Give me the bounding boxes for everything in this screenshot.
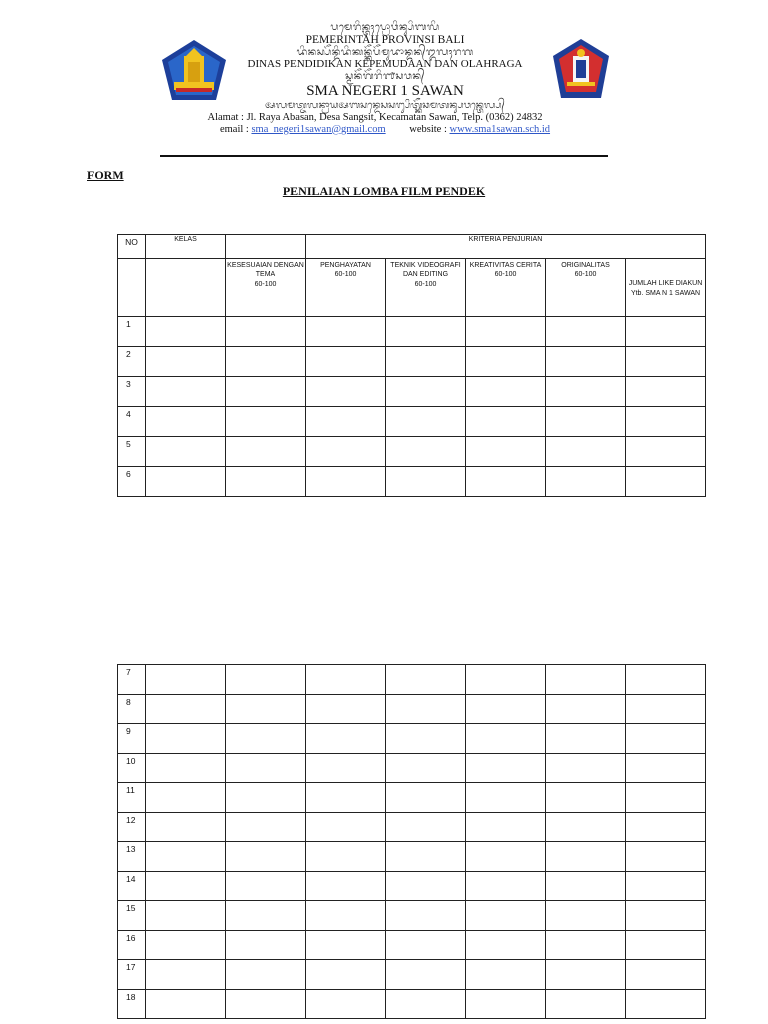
score-cell[interactable] [306, 437, 386, 467]
criteria-cell [386, 259, 466, 317]
table-row [118, 437, 706, 467]
score-cell[interactable] [146, 753, 226, 783]
score-cell[interactable] [626, 783, 706, 813]
score-cell[interactable] [386, 377, 466, 407]
score-cell[interactable] [386, 783, 466, 813]
table-row [118, 317, 706, 347]
criteria-cell [226, 259, 306, 317]
score-cell[interactable] [306, 871, 386, 901]
criteria-cell [466, 259, 546, 317]
score-cell[interactable] [626, 842, 706, 872]
score-cell[interactable] [466, 812, 546, 842]
no-header: NO [118, 235, 146, 259]
score-cell[interactable] [226, 467, 306, 497]
row-number: 5 [118, 437, 146, 467]
row-number: 17 [118, 960, 146, 990]
score-cell[interactable] [226, 783, 306, 813]
score-cell[interactable] [146, 783, 226, 813]
score-cell[interactable] [546, 724, 626, 754]
table-row [118, 694, 706, 724]
school-name: SMA NEGERI 1 SAWAN [306, 83, 464, 100]
score-cell[interactable] [546, 753, 626, 783]
score-cell[interactable] [466, 842, 546, 872]
score-cell[interactable] [626, 724, 706, 754]
table-row [118, 989, 706, 1019]
score-cell[interactable] [226, 960, 306, 990]
score-cell[interactable] [226, 665, 306, 695]
row-number: 1 [118, 317, 146, 347]
score-cell[interactable] [386, 724, 466, 754]
website-label: website : [409, 123, 447, 135]
score-cell[interactable] [466, 783, 546, 813]
table-row [118, 753, 706, 783]
score-cell[interactable] [226, 901, 306, 931]
row-number: 8 [118, 694, 146, 724]
score-cell[interactable] [546, 377, 626, 407]
score-cell[interactable] [306, 901, 386, 931]
email-label: email : [219, 123, 249, 135]
row-number: 4 [118, 407, 146, 437]
table-row [118, 467, 706, 497]
score-cell[interactable] [546, 783, 626, 813]
score-cell[interactable] [626, 347, 706, 377]
table-row [118, 724, 706, 754]
score-cell[interactable] [306, 694, 386, 724]
score-cell[interactable] [626, 407, 706, 437]
score-table-page-2 [117, 664, 706, 1019]
score-cell[interactable] [546, 901, 626, 931]
letterhead [0, 0, 768, 160]
row-number: 15 [118, 901, 146, 931]
score-cell[interactable] [306, 407, 386, 437]
criteria-range: 60-100 [334, 271, 357, 279]
score-cell[interactable] [626, 437, 706, 467]
province-name: PEMERINTAH PROVINSI BALI [305, 33, 465, 46]
table-row [118, 783, 706, 813]
score-cell[interactable] [546, 437, 626, 467]
score-rows-page-1 [118, 317, 706, 497]
score-cell[interactable] [146, 694, 226, 724]
score-cell[interactable] [226, 377, 306, 407]
table-row [118, 812, 706, 842]
row-number: 14 [118, 871, 146, 901]
score-cell[interactable] [386, 694, 466, 724]
score-cell[interactable] [226, 842, 306, 872]
score-cell[interactable] [146, 724, 226, 754]
score-cell[interactable] [306, 467, 386, 497]
score-cell[interactable] [546, 347, 626, 377]
score-cell[interactable] [306, 989, 386, 1019]
score-cell[interactable] [146, 901, 226, 931]
score-cell[interactable] [146, 377, 226, 407]
score-cell[interactable] [306, 812, 386, 842]
table-row [118, 407, 706, 437]
kelas-header: KELAS [146, 235, 226, 259]
score-cell[interactable] [626, 930, 706, 960]
criteria-name: PENGHAYATAN [320, 262, 371, 269]
score-cell[interactable] [466, 377, 546, 407]
score-cell[interactable] [146, 407, 226, 437]
balinese-department: ᬤᬶᬦᬲ᭄ᬧᭂᬦ᭄ᬤᬶᬤᬶᬓᬦ᭄ᬓᭂᬧᭂᬫᬸᬤᬵᬦ᭄ᬤᬦ᭄ᬑᬮᬄᬭᬕ [296, 46, 474, 58]
score-cell[interactable] [386, 665, 466, 695]
score-cell[interactable] [466, 437, 546, 467]
score-cell[interactable] [226, 812, 306, 842]
score-cell[interactable] [466, 347, 546, 377]
score-cell[interactable] [466, 317, 546, 347]
header-cell-empty [146, 259, 226, 317]
school-address: Alamat : Jl. Raya Abasan, Desa Sangsit, Kecamatan Sawan, Telp. (0362) 24832 [207, 111, 543, 123]
score-cell[interactable] [226, 930, 306, 960]
criteria-name: ORIGINALITAS [561, 262, 610, 269]
row-number: 16 [118, 930, 146, 960]
score-cell[interactable] [626, 317, 706, 347]
score-rows-page-2 [118, 665, 706, 1019]
score-cell[interactable] [466, 753, 546, 783]
score-cell[interactable] [546, 467, 626, 497]
balinese-address: ᬅᬮᬫᬢ᭄ᬚᬮᬦ᭄ᬭᬵᬬᬅᬩᬲᬦ᭄ᬤᬾᬲᬲᬗ᭄ᬲᬶᬢ᭄ᬓᭂᬘᬫᬢᬦ᭄ᬲᬯᬦ᭄ᬢᬾᬮ᭄ᬧ᭄ [265, 99, 505, 111]
header-cell-empty [118, 259, 146, 317]
row-number: 18 [118, 989, 146, 1019]
contact-line [170, 124, 600, 136]
score-cell[interactable] [226, 724, 306, 754]
document-title: PENILAIAN LOMBA FILM PENDEK [282, 184, 486, 198]
criteria-name: KESESUAIAN DENGAN TEMA [227, 262, 304, 279]
score-cell[interactable] [466, 871, 546, 901]
score-cell[interactable] [626, 467, 706, 497]
letterhead-text [170, 22, 600, 136]
score-cell[interactable] [546, 317, 626, 347]
score-cell[interactable] [306, 753, 386, 783]
score-cell[interactable] [146, 842, 226, 872]
score-cell[interactable] [146, 665, 226, 695]
criteria-range: 60-100 [254, 280, 277, 288]
criteria-range: 60-100 [574, 271, 597, 279]
score-table-page-1 [117, 234, 706, 497]
score-cell[interactable] [306, 783, 386, 813]
score-cell[interactable] [146, 989, 226, 1019]
score-cell[interactable] [226, 347, 306, 377]
score-cell[interactable] [146, 467, 226, 497]
score-cell[interactable] [386, 437, 466, 467]
score-cell[interactable] [226, 871, 306, 901]
score-cell[interactable] [466, 901, 546, 931]
header-row-top [118, 235, 706, 259]
row-number: 2 [118, 347, 146, 377]
criteria-cell [546, 259, 626, 317]
row-number: 10 [118, 753, 146, 783]
score-cell[interactable] [546, 989, 626, 1019]
score-cell[interactable] [466, 665, 546, 695]
score-cell[interactable] [466, 989, 546, 1019]
score-cell[interactable] [386, 960, 466, 990]
score-cell[interactable] [386, 467, 466, 497]
criteria-cell [626, 259, 706, 317]
form-label: FORM [87, 168, 124, 182]
table-row [118, 842, 706, 872]
score-cell[interactable] [466, 724, 546, 754]
score-cell[interactable] [626, 871, 706, 901]
table-row [118, 377, 706, 407]
row-number: 3 [118, 377, 146, 407]
table-row [118, 347, 706, 377]
website-link[interactable]: www.sma1sawan.sch.id [449, 123, 551, 135]
score-cell[interactable] [466, 467, 546, 497]
score-cell[interactable] [466, 407, 546, 437]
score-cell[interactable] [306, 377, 386, 407]
score-cell[interactable] [626, 901, 706, 931]
score-cell[interactable] [226, 437, 306, 467]
score-cell[interactable] [626, 812, 706, 842]
criteria-range: 60-100 [494, 271, 517, 279]
score-cell[interactable] [306, 930, 386, 960]
score-cell[interactable] [546, 812, 626, 842]
score-cell[interactable] [386, 930, 466, 960]
table-row [118, 960, 706, 990]
score-cell[interactable] [146, 960, 226, 990]
row-number: 6 [118, 467, 146, 497]
balinese-school: ᬲ᭄ᬫᬦᭂᬕᭂᬭᬶ᭑ᬲᬯᬦ᭄ [345, 70, 425, 82]
score-cell[interactable] [386, 871, 466, 901]
score-cell[interactable] [386, 347, 466, 377]
score-cell[interactable] [626, 960, 706, 990]
score-cell[interactable] [546, 930, 626, 960]
letterhead-rule [160, 155, 608, 157]
row-number: 12 [118, 812, 146, 842]
score-cell[interactable] [626, 665, 706, 695]
score-cell[interactable] [466, 960, 546, 990]
row-number: 13 [118, 842, 146, 872]
score-cell[interactable] [226, 989, 306, 1019]
score-cell[interactable] [306, 724, 386, 754]
criteria-name: KREATIVITAS CERITA [469, 262, 542, 269]
score-cell[interactable] [146, 437, 226, 467]
criteria-cell [306, 259, 386, 317]
score-cell[interactable] [546, 665, 626, 695]
score-cell[interactable] [626, 694, 706, 724]
score-cell[interactable] [146, 812, 226, 842]
criteria-header: KRITERIA PENJURIAN [306, 235, 706, 259]
score-cell[interactable] [226, 317, 306, 347]
criteria-name: JUMLAH LIKE DIAKUN Ytb. SMA N 1 SAWAN [628, 280, 703, 297]
score-cell[interactable] [146, 930, 226, 960]
header-cell-empty [226, 235, 306, 259]
score-cell[interactable] [146, 317, 226, 347]
table-row [118, 901, 706, 931]
score-cell[interactable] [226, 753, 306, 783]
score-cell[interactable] [306, 665, 386, 695]
score-cell[interactable] [146, 347, 226, 377]
email-link[interactable]: sma_negeri1sawan@gmail.com [251, 123, 386, 135]
score-cell[interactable] [626, 989, 706, 1019]
score-cell[interactable] [386, 901, 466, 931]
score-cell[interactable] [306, 347, 386, 377]
score-cell[interactable] [226, 694, 306, 724]
score-cell[interactable] [466, 930, 546, 960]
criteria-name: TEKNIK VIDEOGRAFI DAN EDITING [390, 262, 461, 279]
header-row-criteria [118, 259, 706, 317]
score-cell[interactable] [546, 694, 626, 724]
table-row [118, 930, 706, 960]
score-cell[interactable] [386, 753, 466, 783]
row-number: 11 [118, 783, 146, 813]
score-cell[interactable] [626, 377, 706, 407]
table-row [118, 871, 706, 901]
score-cell[interactable] [306, 317, 386, 347]
balinese-province: ᬧᬫᬾᬭᬶᬦ᭄ᬢᬄᬧ᭄ᬭᭀᬯᬶᬦ᭄ᬲᬶᬩᬮᬶ [330, 22, 440, 33]
score-cell[interactable] [546, 407, 626, 437]
table-row [118, 665, 706, 695]
row-number: 7 [118, 665, 146, 695]
score-cell[interactable] [306, 842, 386, 872]
score-cell[interactable] [546, 871, 626, 901]
school-emblem [552, 38, 610, 100]
row-number: 9 [118, 724, 146, 754]
score-cell[interactable] [546, 960, 626, 990]
score-cell[interactable] [546, 842, 626, 872]
criteria-range: 60-100 [414, 280, 437, 288]
score-cell[interactable] [146, 871, 226, 901]
score-cell[interactable] [386, 989, 466, 1019]
score-cell[interactable] [386, 842, 466, 872]
score-cell[interactable] [386, 812, 466, 842]
score-cell[interactable] [626, 753, 706, 783]
score-cell[interactable] [306, 960, 386, 990]
score-cell[interactable] [466, 694, 546, 724]
score-cell[interactable] [226, 407, 306, 437]
score-cell[interactable] [386, 407, 466, 437]
score-cell[interactable] [386, 317, 466, 347]
department-name: DINAS PENDIDIKAN KEPEMUDAAN DAN OLAHRAGA [247, 58, 523, 71]
